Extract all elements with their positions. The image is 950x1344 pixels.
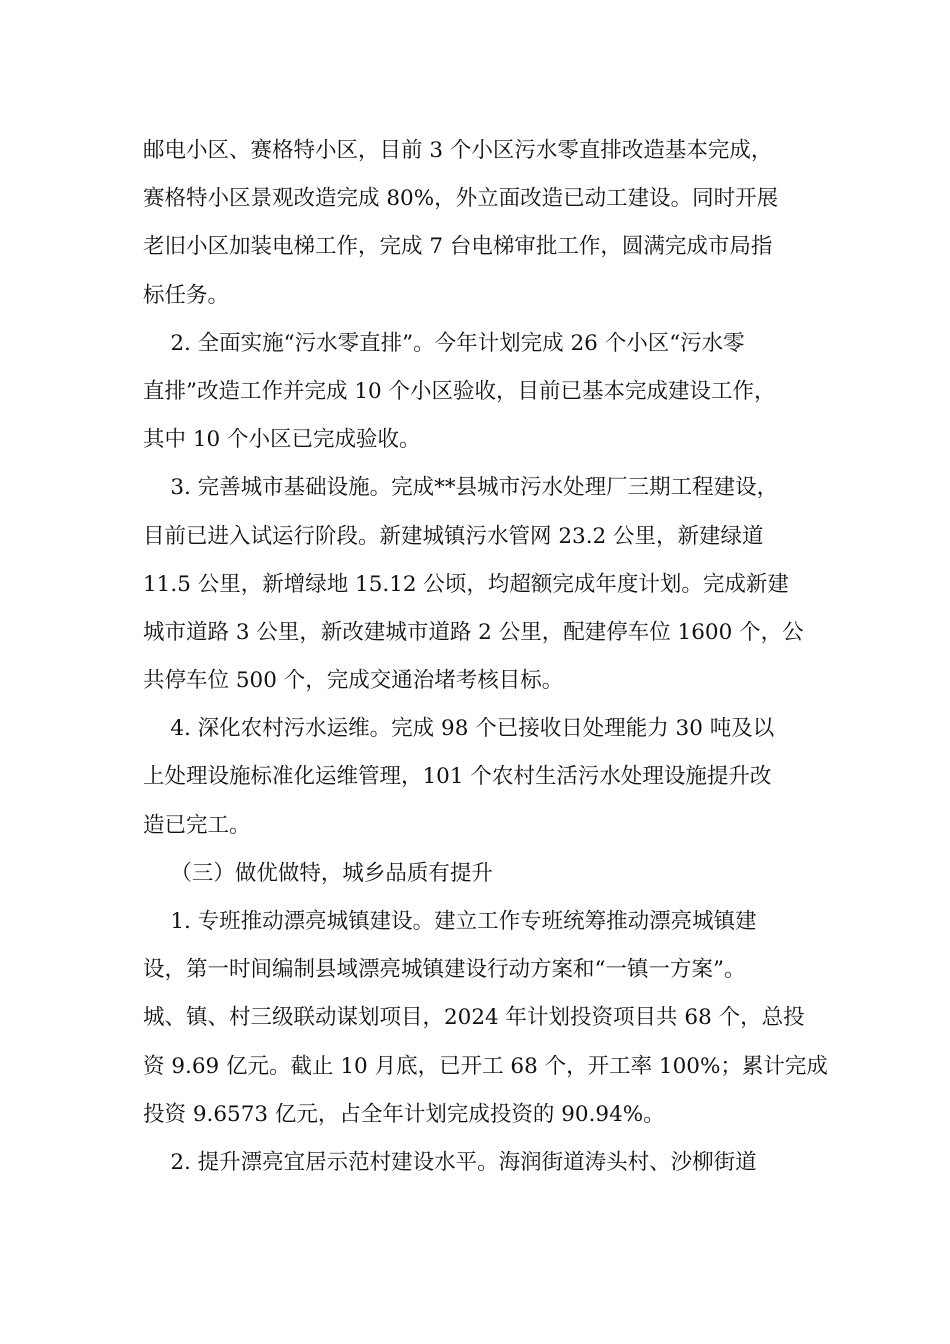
paragraph-heading-line: 1. 专班推动漂亮城镇建设。建立工作专班统筹推动漂亮城镇建 bbox=[143, 909, 757, 934]
text-line: 投资 9.6573 亿元，占全年计划完成投资的 90.94%。 bbox=[143, 1101, 665, 1127]
text-line: 老旧小区加装电梯工作，完成 7 台电梯审批工作，圆满完成市局指 bbox=[143, 234, 773, 260]
paragraph-heading-line: 4. 深化农村污水运维。完成 98 个已接收日处理能力 30 吨及以 bbox=[143, 716, 775, 742]
text-line: 城市道路 3 公里，新改建城市道路 2 公里，配建停车位 1600 个，公 bbox=[143, 619, 804, 645]
text-line: 其中 10 个小区已完成验收。 bbox=[143, 427, 421, 453]
section-heading: （三）做优做特，城乡品质有提升 bbox=[143, 860, 493, 886]
text-line: 邮电小区、赛格特小区，目前 3 个小区污水零直排改造基本完成， bbox=[143, 138, 773, 163]
text-line: 赛格特小区景观改造完成 80%，外立面改造已动工建设。同时开展 bbox=[143, 186, 779, 212]
text-line: 11.5 公里，新增绿地 15.12 公顷，均超额完成年度计划。完成新建 bbox=[143, 571, 789, 597]
text-line: 标任务。 bbox=[143, 282, 230, 308]
text-line: 资 9.69 亿元。截止 10 月底，已开工 68 个，开工率 100%；累计完成 bbox=[143, 1053, 828, 1079]
text-line: 直排”改造工作并完成 10 个小区验收，目前已基本完成建设工作， bbox=[143, 378, 776, 404]
text-line: 设，第一时间编制县域漂亮城镇建设行动方案和“一镇一方案”。 bbox=[143, 957, 746, 983]
paragraph-heading-line: 2. 全面实施“污水零直排”。今年计划完成 26 个小区“污水零 bbox=[143, 330, 745, 356]
text-line: 城、镇、村三级联动谋划项目，2024 年计划投资项目共 68 个，总投 bbox=[143, 1005, 805, 1031]
document-body bbox=[143, 127, 828, 1187]
paragraph-heading-line: 2. 提升漂亮宜居示范村建设水平。海润街道涛头村、沙柳街道 bbox=[143, 1149, 757, 1175]
text-line: 造已完工。 bbox=[143, 812, 251, 838]
text-line: 上处理设施标准化运维管理，101 个农村生活污水处理设施提升改 bbox=[143, 764, 772, 790]
text-line: 目前已进入试运行阶段。新建城镇污水管网 23.2 公里，新建绿道 bbox=[143, 523, 764, 549]
text-line: 共停车位 500 个，完成交通治堵考核目标。 bbox=[143, 668, 564, 694]
paragraph-heading-line: 3. 完善城市基础设施。完成**县城市污水处理厂三期工程建设， bbox=[143, 475, 779, 501]
